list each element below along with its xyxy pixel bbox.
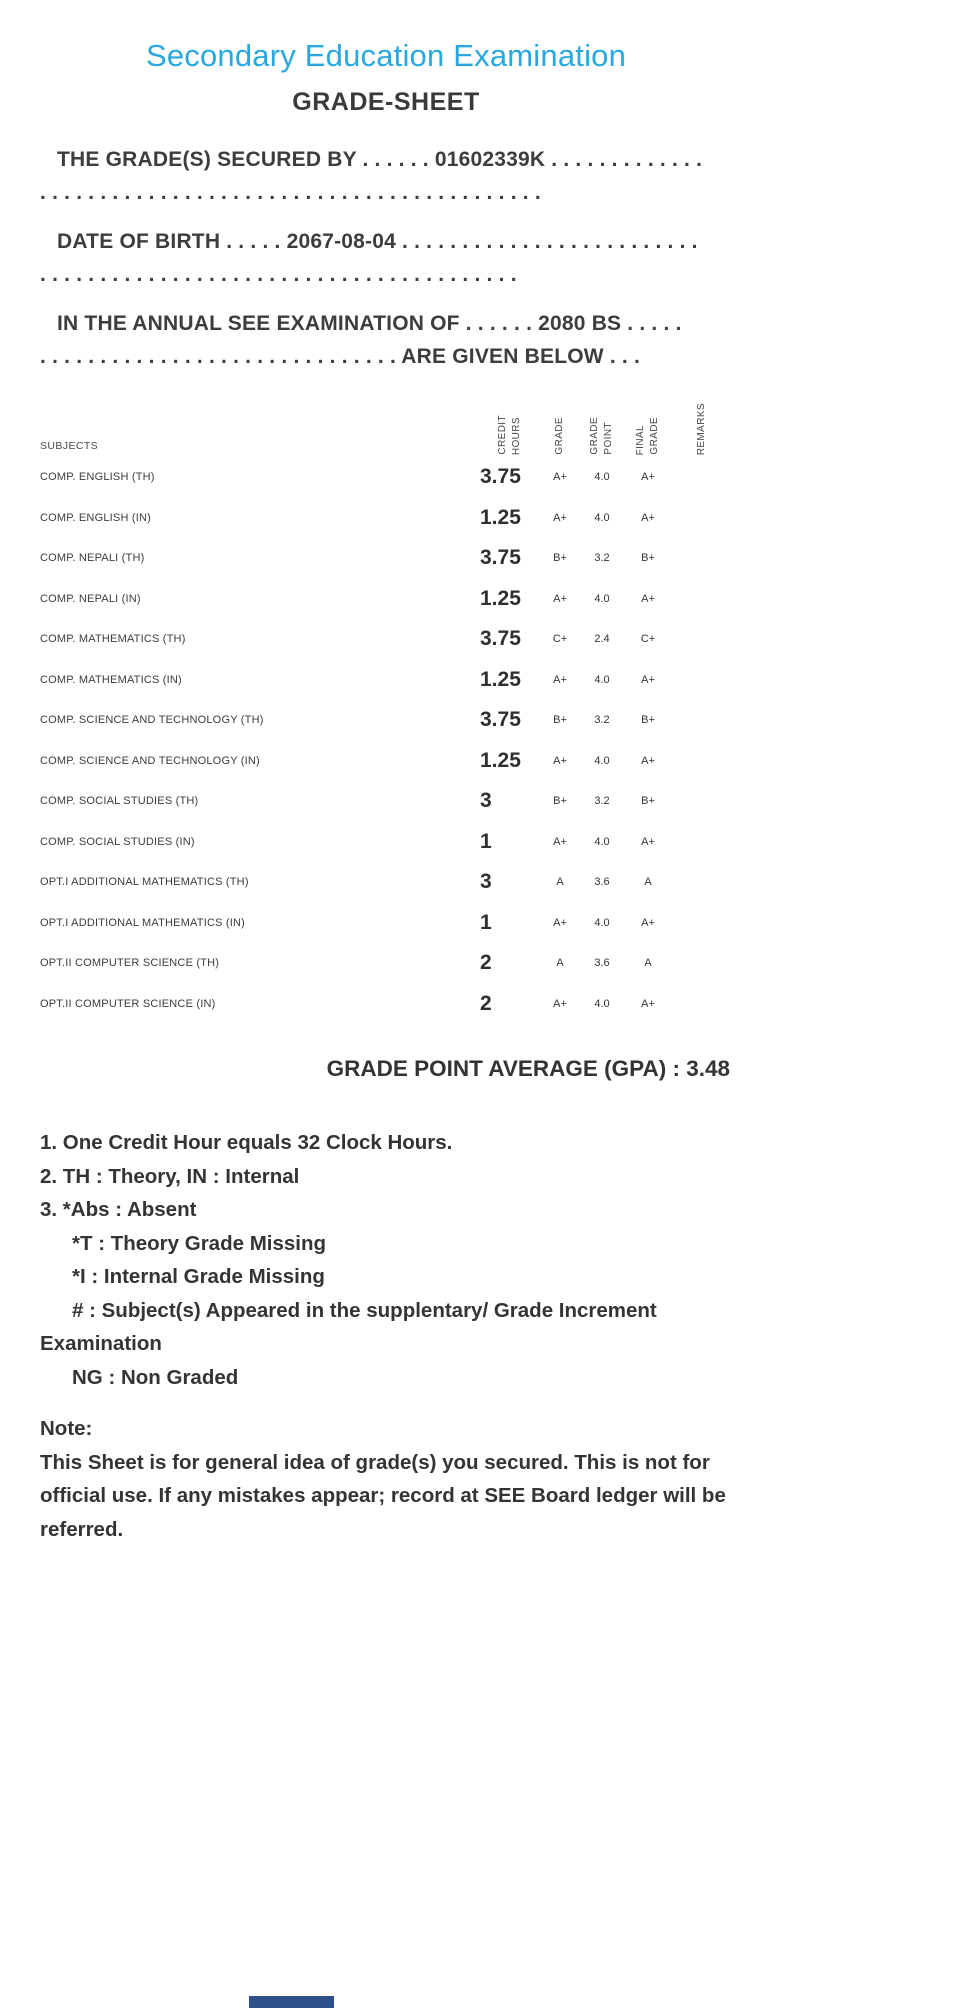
grade-point-cell: 4.0 bbox=[594, 997, 610, 1010]
note-item: 2. TH : Theory, IN : Internal bbox=[40, 1164, 300, 1188]
grade-point-cell: 4.0 bbox=[594, 471, 610, 484]
grade-header bbox=[540, 397, 580, 455]
final-grade-cell: A+ bbox=[641, 754, 655, 767]
table-row bbox=[40, 862, 732, 903]
subject-cell: OPT.I ADDITIONAL MATHEMATICS (TH) bbox=[40, 876, 249, 889]
table-row bbox=[40, 457, 732, 498]
grade-cell: A+ bbox=[553, 997, 567, 1010]
examination-line1: IN THE ANNUAL SEE EXAMINATION OF . . . . . . 2080 BS . . . . . bbox=[57, 312, 682, 335]
final-grade-cell: A+ bbox=[641, 511, 655, 524]
grade-point-cell: 4.0 bbox=[594, 835, 610, 848]
table-row bbox=[40, 619, 732, 660]
subject-cell: COMP. SOCIAL STUDIES (IN) bbox=[40, 835, 195, 848]
final-grade-header bbox=[624, 397, 672, 455]
credit-hours-cell: 3 bbox=[480, 870, 492, 894]
grade-point-header-line2: POINT bbox=[603, 422, 614, 455]
note-subitem: # : Subject(s) Appeared in the supplentary/ Grade Increment Examination bbox=[40, 1298, 657, 1355]
grade-point-cell: 3.2 bbox=[594, 795, 610, 808]
subject-cell: OPT.I ADDITIONAL MATHEMATICS (IN) bbox=[40, 916, 246, 929]
credit-hours-cell: 2 bbox=[480, 991, 492, 1015]
grades-table-header bbox=[40, 397, 732, 455]
grade-point-cell: 3.2 bbox=[594, 714, 610, 727]
grade-point-header bbox=[580, 397, 624, 455]
subject-cell: OPT.II COMPUTER SCIENCE (TH) bbox=[40, 957, 220, 970]
final-grade-cell: B+ bbox=[641, 795, 655, 808]
credit-hours-cell: 3.75 bbox=[480, 546, 521, 570]
grade-cell: A+ bbox=[553, 835, 567, 848]
grade-cell: B+ bbox=[553, 552, 567, 565]
final-grade-cell: A+ bbox=[641, 592, 655, 605]
grades-table bbox=[40, 397, 732, 1024]
final-grade-header-line2: GRADE bbox=[649, 417, 660, 455]
table-row bbox=[40, 700, 732, 741]
grade-point-cell: 4.0 bbox=[594, 916, 610, 929]
subject-cell: COMP. SOCIAL STUDIES (TH) bbox=[40, 795, 199, 808]
table-row bbox=[40, 943, 732, 984]
grade-cell: A+ bbox=[553, 471, 567, 484]
grade-point-cell: 2.4 bbox=[594, 633, 610, 646]
note-title: Note: bbox=[40, 1417, 93, 1440]
remarks-header bbox=[672, 397, 732, 455]
credit-hours-cell: 3.75 bbox=[480, 465, 521, 489]
subject-cell: COMP. ENGLISH (TH) bbox=[40, 471, 155, 484]
final-grade-cell: A+ bbox=[641, 471, 655, 484]
date-of-birth-line2: . . . . . . . . . . . . . . . . . . . . . . . . . . . . . . . . . . . . . . . . bbox=[40, 263, 517, 286]
subject-cell: COMP. NEPALI (TH) bbox=[40, 552, 145, 565]
secured-by-line1: THE GRADE(S) SECURED BY . . . . . . 01602339K . . . . . . . . . . . . . bbox=[57, 148, 703, 171]
final-grade-cell: A+ bbox=[641, 916, 655, 929]
grade-point-cell: 4.0 bbox=[594, 673, 610, 686]
grade-cell: B+ bbox=[553, 714, 567, 727]
date-of-birth-line1: DATE OF BIRTH . . . . . 2067-08-04 . . . . . . . . . . . . . . . . . . . . . . . . . bbox=[57, 230, 698, 253]
final-grade-cell: A bbox=[644, 957, 652, 970]
credit-hours-cell: 1.25 bbox=[480, 586, 521, 610]
grade-cell: C+ bbox=[552, 633, 568, 646]
final-grade-cell: B+ bbox=[641, 714, 655, 727]
table-row bbox=[40, 538, 732, 579]
table-row bbox=[40, 579, 732, 620]
table-row bbox=[40, 822, 732, 863]
page-subtitle: GRADE-SHEET bbox=[292, 88, 480, 116]
secured-by-line2: . . . . . . . . . . . . . . . . . . . . . . . . . . . . . . . . . . . . . . . . . . bbox=[40, 181, 541, 204]
final-grade-cell: B+ bbox=[641, 552, 655, 565]
final-grade-cell: C+ bbox=[640, 633, 656, 646]
table-row bbox=[40, 903, 732, 944]
final-grade-cell: A+ bbox=[641, 997, 655, 1010]
next-content-edge bbox=[249, 1996, 334, 2008]
examination-paragraph bbox=[40, 307, 732, 373]
grade-header-line1: GRADE bbox=[554, 417, 565, 455]
grade-cell: A+ bbox=[553, 592, 567, 605]
note-subitem: NG : Non Graded bbox=[72, 1365, 239, 1389]
table-row bbox=[40, 781, 732, 822]
grade-point-cell: 3.2 bbox=[594, 552, 610, 565]
note-item: 3. *Abs : Absent bbox=[40, 1198, 197, 1221]
credit-hours-header-line2: HOURS bbox=[511, 416, 522, 455]
subjects-header: SUBJECTS bbox=[40, 440, 99, 452]
credit-hours-cell: 1 bbox=[480, 829, 492, 853]
note-subitem: *T : Theory Grade Missing bbox=[72, 1231, 327, 1255]
notes-section bbox=[40, 1126, 732, 1546]
grade-point-cell: 3.6 bbox=[594, 957, 610, 970]
credit-hours-cell: 2 bbox=[480, 951, 492, 975]
grade-cell: A+ bbox=[553, 511, 567, 524]
grade-sheet-page bbox=[40, 0, 732, 1546]
grade-point-cell: 4.0 bbox=[594, 511, 610, 524]
grade-point-cell: 3.6 bbox=[594, 876, 610, 889]
credit-hours-cell: 1.25 bbox=[480, 748, 521, 772]
subject-cell: COMP. SCIENCE AND TECHNOLOGY (IN) bbox=[40, 754, 260, 767]
final-grade-cell: A+ bbox=[641, 673, 655, 686]
table-row bbox=[40, 741, 732, 782]
disclaimer-block bbox=[40, 1412, 732, 1546]
final-grade-header-line1: FINAL bbox=[635, 424, 646, 455]
subject-cell: COMP. MATHEMATICS (TH) bbox=[40, 633, 186, 646]
subject-cell: COMP. SCIENCE AND TECHNOLOGY (TH) bbox=[40, 714, 264, 727]
subject-cell: OPT.II COMPUTER SCIENCE (IN) bbox=[40, 997, 216, 1010]
credit-hours-cell: 1.25 bbox=[480, 505, 521, 529]
final-grade-cell: A bbox=[644, 876, 652, 889]
grade-cell: B+ bbox=[553, 795, 567, 808]
grade-cell: A bbox=[556, 957, 564, 970]
credit-hours-header bbox=[480, 397, 540, 455]
grade-point-cell: 4.0 bbox=[594, 592, 610, 605]
credit-hours-header-line1: CREDIT bbox=[497, 415, 508, 455]
subject-cell: COMP. ENGLISH (IN) bbox=[40, 511, 151, 524]
note-body: This Sheet is for general idea of grade(s) you secured. This is not for official use. If any mistakes appear; record at SEE Board ledger will be referred. bbox=[40, 1450, 726, 1541]
grade-cell: A+ bbox=[553, 673, 567, 686]
credit-hours-cell: 1 bbox=[480, 910, 492, 934]
grade-cell: A+ bbox=[553, 916, 567, 929]
credit-hours-cell: 1.25 bbox=[480, 667, 521, 691]
table-row bbox=[40, 984, 732, 1025]
table-row bbox=[40, 498, 732, 539]
credit-hours-cell: 3 bbox=[480, 789, 492, 813]
grade-cell: A bbox=[556, 876, 564, 889]
subject-cell: COMP. NEPALI (IN) bbox=[40, 592, 141, 605]
final-grade-cell: A+ bbox=[641, 835, 655, 848]
credit-hours-cell: 3.75 bbox=[480, 708, 521, 732]
grade-cell: A+ bbox=[553, 754, 567, 767]
date-of-birth-paragraph bbox=[40, 225, 732, 291]
table-row bbox=[40, 660, 732, 701]
examination-line2: . . . . . . . . . . . . . . . . . . . . . . . . . . . . . . ARE GIVEN BELOW . . . bbox=[40, 345, 641, 368]
gpa-line: GRADE POINT AVERAGE (GPA) : 3.48 bbox=[326, 1056, 730, 1081]
note-subitem: *I : Internal Grade Missing bbox=[72, 1265, 325, 1288]
credit-hours-cell: 3.75 bbox=[480, 627, 521, 651]
page-title: Secondary Education Examination bbox=[145, 38, 627, 73]
grade-point-cell: 4.0 bbox=[594, 754, 610, 767]
note-item: 1. One Credit Hour equals 32 Clock Hours. bbox=[40, 1131, 453, 1154]
remarks-header-line1: REMARKS bbox=[696, 402, 707, 455]
secured-by-paragraph bbox=[40, 143, 732, 209]
subject-cell: COMP. MATHEMATICS (IN) bbox=[40, 673, 182, 686]
grade-point-header-line1: GRADE bbox=[589, 417, 600, 455]
